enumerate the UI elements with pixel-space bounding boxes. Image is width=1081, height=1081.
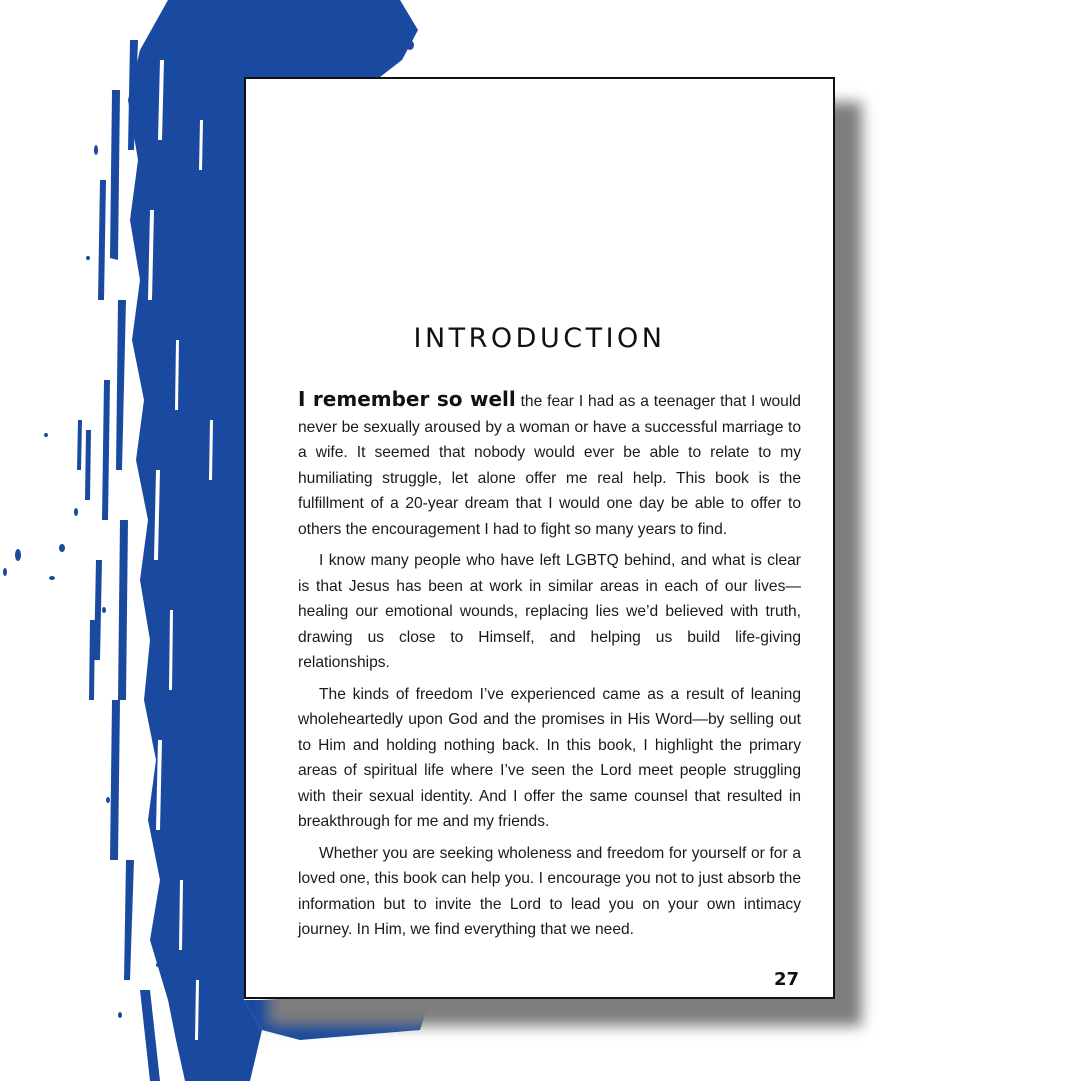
book-page — [244, 77, 835, 999]
paragraph-3: The kinds of freedom I’ve experienced came as a result of leaning wholeheartedly upon God and the promises in His Word—by selling out to Him and holding nothing back. In this book, I highlight the primary areas of spiritual life where I’ve seen the Lord meet people struggling with their sexual identity. And I offer the same counsel that resulted in breakthrough for me and my friends. — [298, 685, 801, 830]
paragraph-4: Whether you are seeking wholeness and freedom for yourself or for a loved one, this book can help you. I encourage you not to just absorb the information but to invite the Lord to lead you on your own intimacy journey. In Him, we find everything that we need. — [298, 844, 801, 938]
chapter-title: INTRODUCTION — [413, 323, 666, 354]
page-body — [298, 387, 801, 949]
paragraph-1 — [298, 387, 801, 542]
lead-in-text: I remember so well — [298, 387, 516, 411]
paragraph-2: I know many people who have left LGBTQ behind, and what is clear is that Jesus has been at work in similar areas in each of our lives—healing our emotional wounds, replacing lies we’d believed with truth, drawing us close to Himself, and helping us build life-giving relationships. — [298, 552, 801, 671]
page-number: 27 — [773, 969, 799, 990]
paragraph-1-text: the fear I had as a teenager that I would never be sexually aroused by a woman or have a successful marriage to a wife. It seemed that nobody would ever be able to relate to my humiliating struggle, let alone offer me real help. This book is the fulfillment of a 20-year dream that I would one day be able to offer to others the encouragement I had to fight so many years to find. — [298, 393, 801, 538]
